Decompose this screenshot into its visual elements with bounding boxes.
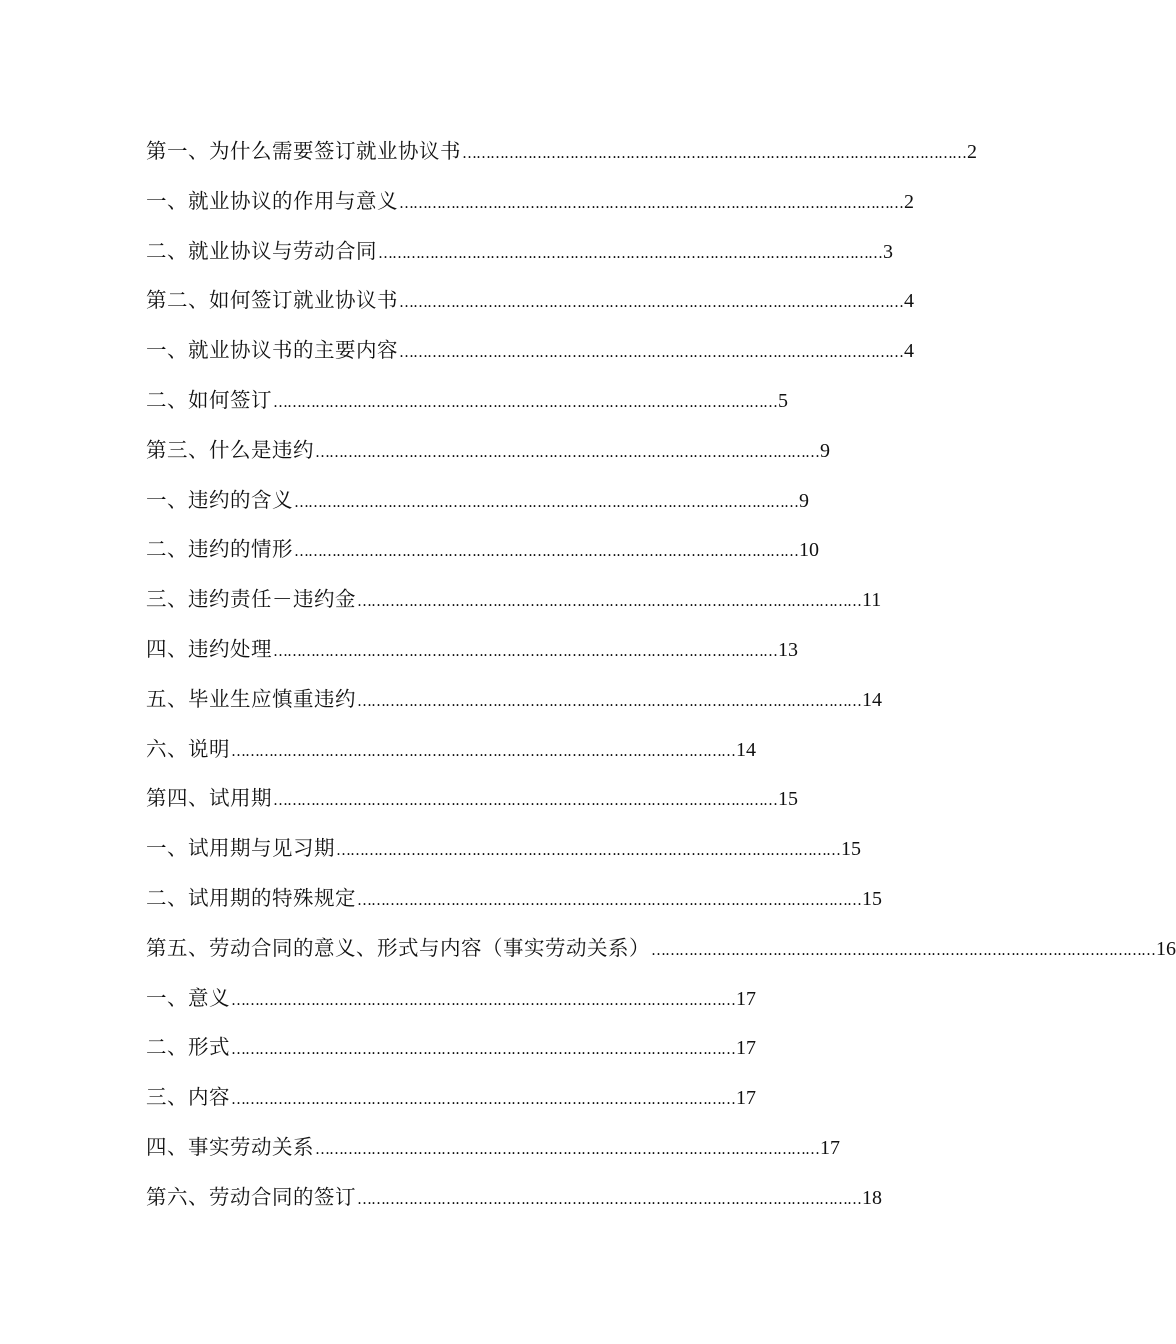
toc-page-number: 11 <box>862 589 882 612</box>
toc-page-number: 15 <box>862 887 882 910</box>
toc-entry[interactable] <box>146 482 809 532</box>
toc-entry[interactable] <box>146 930 1176 980</box>
toc-page-number: 15 <box>778 788 798 811</box>
toc-entry-title: 二、就业协议与劳动合同 <box>146 238 377 263</box>
toc-entry[interactable] <box>146 332 914 382</box>
toc-entry-title: 二、如何签订 <box>146 387 272 412</box>
toc-dot-leader: ……………………………………………………………………………………………… <box>273 791 777 810</box>
toc-entry[interactable] <box>146 880 882 930</box>
toc-dot-leader: ……………………………………………………………………………………………… <box>294 542 798 561</box>
toc-dot-leader: ……………………………………………………………………………………………… <box>315 442 819 461</box>
toc-page-number: 15 <box>841 838 861 861</box>
table-of-contents <box>146 133 1176 1229</box>
toc-entry[interactable] <box>146 1029 756 1079</box>
toc-dot-leader: ……………………………………………………………………………………………… <box>231 1090 735 1109</box>
toc-page-number: 14 <box>862 688 882 711</box>
toc-page-number: 10 <box>799 539 819 562</box>
toc-entry[interactable] <box>146 531 819 581</box>
toc-dot-leader: ……………………………………………………………………………………………… <box>231 990 735 1009</box>
toc-entry[interactable] <box>146 382 788 432</box>
toc-page-number: 5 <box>778 389 788 412</box>
toc-entry-title: 第五、劳动合同的意义、形式与内容（事实劳动关系） <box>146 935 650 960</box>
toc-entry-title: 第三、什么是违约 <box>146 437 314 462</box>
toc-entry[interactable] <box>146 432 830 482</box>
toc-entry[interactable] <box>146 980 756 1030</box>
toc-entry-title: 一、违约的含义 <box>146 487 293 512</box>
toc-entry[interactable] <box>146 282 914 332</box>
toc-dot-leader: ……………………………………………………………………………………………… <box>651 940 1155 959</box>
toc-entry-title: 二、违约的情形 <box>146 537 293 562</box>
toc-entry[interactable] <box>146 780 798 830</box>
toc-page-number: 4 <box>904 340 914 363</box>
toc-dot-leader: ……………………………………………………………………………………………… <box>315 1139 819 1158</box>
toc-entry[interactable] <box>146 681 882 731</box>
toc-page-number: 13 <box>778 638 798 661</box>
toc-entry-title: 二、试用期的特殊规定 <box>146 885 356 910</box>
toc-dot-leader: ……………………………………………………………………………………………… <box>294 492 798 511</box>
toc-entry-title: 一、意义 <box>146 985 230 1010</box>
toc-page-number: 2 <box>904 190 914 213</box>
toc-page-number: 17 <box>736 1037 756 1060</box>
toc-page-number: 18 <box>862 1186 882 1209</box>
toc-dot-leader: ……………………………………………………………………………………………… <box>357 890 861 909</box>
toc-page-number: 4 <box>904 290 914 313</box>
toc-entry-title: 四、事实劳动关系 <box>146 1134 314 1159</box>
toc-entry[interactable] <box>146 1129 840 1179</box>
toc-entry-title: 第一、为什么需要签订就业协议书 <box>146 139 461 163</box>
toc-dot-leader: ……………………………………………………………………………………………… <box>273 641 777 660</box>
toc-entry[interactable] <box>146 1079 756 1129</box>
toc-dot-leader: ……………………………………………………………………………………………… <box>399 293 903 312</box>
toc-page-number: 17 <box>736 987 756 1010</box>
toc-page-number: 14 <box>736 738 756 761</box>
toc-dot-leader: ……………………………………………………………………………………………… <box>462 144 966 162</box>
toc-entry-title: 一、就业协议的作用与意义 <box>146 188 398 213</box>
toc-entry-title: 六、说明 <box>146 736 230 761</box>
toc-dot-leader: ……………………………………………………………………………………………… <box>357 1189 861 1208</box>
toc-dot-leader: ……………………………………………………………………………………………… <box>336 841 840 860</box>
toc-dot-leader: ……………………………………………………………………………………………… <box>378 243 882 262</box>
toc-page-number: 17 <box>820 1136 840 1159</box>
toc-entry-title: 一、试用期与见习期 <box>146 836 335 861</box>
toc-page-number: 3 <box>883 240 893 263</box>
toc-entry-title: 二、形式 <box>146 1035 230 1060</box>
toc-entry[interactable] <box>146 133 977 183</box>
toc-dot-leader: ……………………………………………………………………………………………… <box>357 691 861 710</box>
toc-page-number: 9 <box>820 439 830 462</box>
toc-entry[interactable] <box>146 233 893 283</box>
toc-entry[interactable] <box>146 631 798 681</box>
toc-entry-title: 第二、如何签订就业协议书 <box>146 288 398 313</box>
toc-dot-leader: ……………………………………………………………………………………………… <box>231 1040 735 1059</box>
toc-dot-leader: ……………………………………………………………………………………………… <box>357 592 861 611</box>
toc-entry-title: 三、内容 <box>146 1085 230 1110</box>
toc-entry[interactable] <box>146 183 914 233</box>
toc-entry-title: 第四、试用期 <box>146 786 272 811</box>
toc-dot-leader: ……………………………………………………………………………………………… <box>273 392 777 411</box>
toc-entry[interactable] <box>146 830 861 880</box>
toc-entry[interactable] <box>146 1179 882 1229</box>
toc-dot-leader: ……………………………………………………………………………………………… <box>399 193 903 212</box>
toc-page-number: 16 <box>1156 937 1176 960</box>
toc-entry-title: 五、毕业生应慎重违约 <box>146 686 356 711</box>
toc-entry-title: 一、就业协议书的主要内容 <box>146 338 398 363</box>
toc-entry[interactable] <box>146 731 756 781</box>
toc-entry-title: 三、违约责任－违约金 <box>146 587 356 612</box>
toc-entry-title: 第六、劳动合同的签订 <box>146 1184 356 1209</box>
toc-entry-title: 四、违约处理 <box>146 636 272 661</box>
toc-entry[interactable] <box>146 581 882 631</box>
toc-page-number: 17 <box>736 1087 756 1110</box>
toc-page-number: 9 <box>799 489 809 512</box>
toc-page-number: 2 <box>967 141 977 163</box>
toc-dot-leader: ……………………………………………………………………………………………… <box>399 343 903 362</box>
toc-dot-leader: ……………………………………………………………………………………………… <box>231 741 735 760</box>
